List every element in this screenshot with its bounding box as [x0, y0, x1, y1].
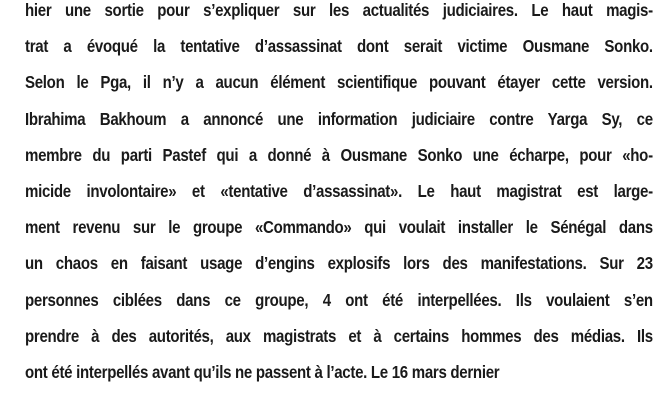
article-line: prendre à des autorités, aux magistrats et à certains hommes des médias. Ils [25, 325, 653, 346]
article-line: Selon le Pga, il n’y a aucun élément scientifique pouvant étayer cette version. [25, 72, 653, 93]
article-line: ment revenu sur le groupe «Commando» qui voulait installer le Sénégal dans [25, 217, 653, 238]
article-line: personnes ciblées dans ce groupe, 4 ont été interpellées. Ils voulaient s’en [25, 289, 653, 310]
article-line: hier une sortie pour s’expliquer sur les actualités judiciaires. Le haut magis- [25, 0, 653, 20]
article-line: micide involontaire» et «tentative d’assassinat». Le haut magistrat est large- [25, 180, 653, 201]
article-line: ont été interpellés avant qu’ils ne passent à l’acte. Le 16 mars dernier [25, 361, 500, 382]
article-line: un chaos en faisant usage d’engins explosifs lors des manifestations. Sur 23 [25, 253, 653, 274]
article-line: Ibrahima Bakhoum a annoncé une information judiciaire contre Yarga Sy, ce [25, 108, 653, 129]
article-line: membre du parti Pastef qui a donné à Ousmane Sonko une écharpe, pour «ho- [25, 144, 653, 165]
article-line: trat a évoqué la tentative d’assassinat dont serait victime Ousmane Sonko. [25, 36, 653, 57]
